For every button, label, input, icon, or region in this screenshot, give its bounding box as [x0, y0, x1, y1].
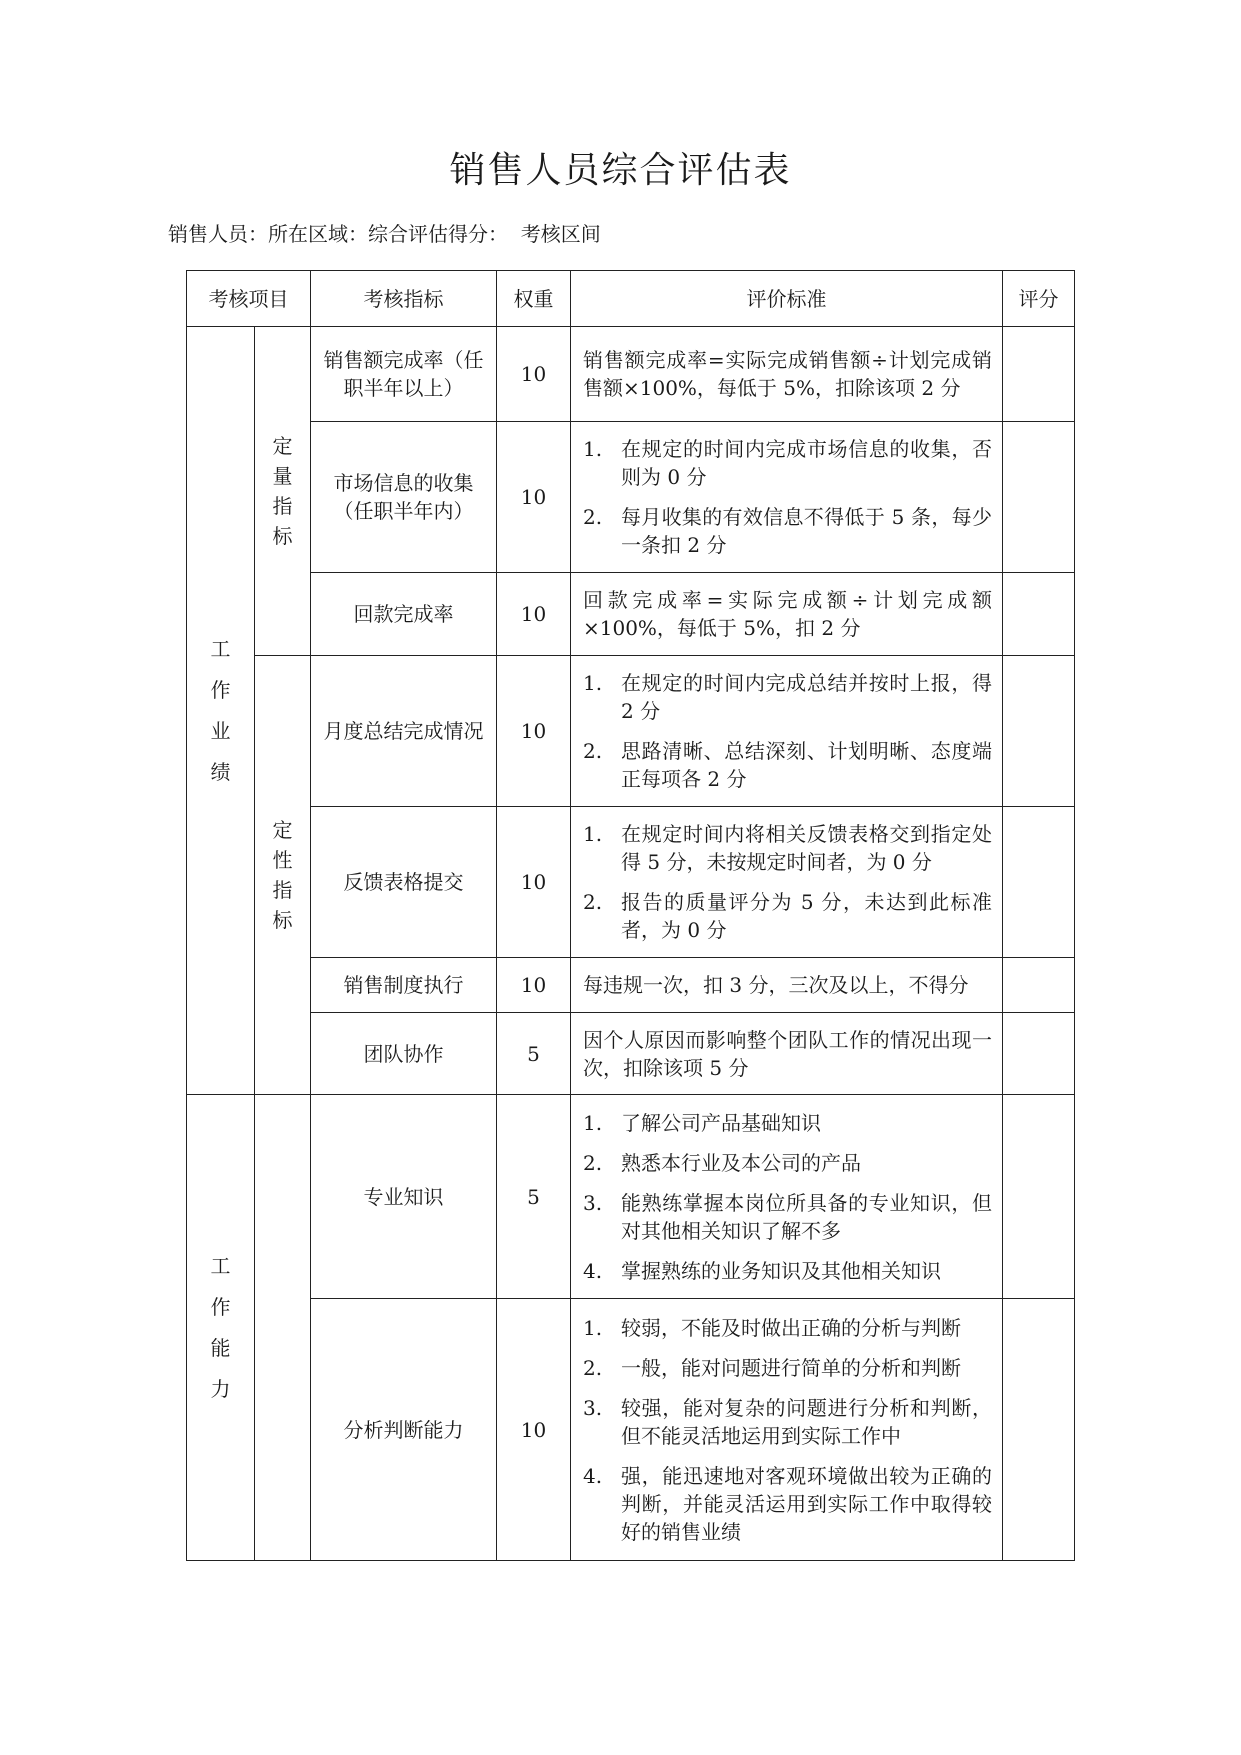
criteria-item-number: 3.	[583, 1395, 603, 1420]
criteria-item	[583, 820, 992, 876]
weight-cell: 10	[497, 573, 571, 656]
section-qualitative	[255, 656, 311, 1095]
table-row	[187, 327, 1075, 422]
header-row	[187, 271, 1075, 327]
header-criteria: 评价标准	[571, 271, 1003, 327]
score-cell[interactable]	[1003, 1013, 1075, 1095]
criteria-cell: 因个人原因而影响整个团队工作的情况出现一次，扣除该项 5 分	[571, 1013, 1003, 1095]
criteria-item	[583, 669, 992, 725]
criteria-list	[571, 812, 1002, 952]
criteria-item-text: 报告的质量评分为 5 分，未达到此标准者，为 0 分	[621, 890, 992, 942]
section-char: 性	[272, 848, 293, 872]
score-cell[interactable]	[1003, 573, 1075, 656]
criteria-item-text: 在规定的时间内完成市场信息的收集，否则为 0 分	[621, 437, 992, 489]
criteria-item-number: 1.	[583, 1315, 603, 1340]
criteria-item-number: 2.	[583, 505, 603, 529]
criteria-item-number: 2.	[583, 1355, 603, 1380]
criteria-item-number: 2.	[583, 1150, 603, 1175]
table-row	[187, 1095, 1075, 1299]
criteria-item-number: 3.	[583, 1190, 603, 1215]
criteria-item-number: 1.	[583, 1110, 603, 1135]
criteria-item-number: 4.	[583, 1463, 603, 1488]
criteria-list	[571, 1306, 1002, 1554]
header-indicator: 考核指标	[311, 271, 497, 327]
criteria-list	[571, 427, 1002, 567]
section-ability	[187, 1095, 255, 1561]
table-row	[187, 807, 1075, 958]
weight-cell: 10	[497, 1299, 571, 1561]
indicator-cell: 销售制度执行	[311, 958, 497, 1013]
indicator-cell: 分析判断能力	[311, 1299, 497, 1561]
criteria-item-text: 掌握熟练的业务知识及其他相关知识	[621, 1258, 941, 1283]
criteria-item-text: 思路清晰、总结深刻、计划明晰、态度端正每项各 2 分	[621, 739, 992, 791]
criteria-item-number: 1.	[583, 437, 603, 461]
section-char: 量	[272, 464, 293, 488]
criteria-item	[583, 1109, 992, 1137]
section-char: 指	[272, 494, 293, 518]
criteria-item-text: 能熟练掌握本岗位所具备的专业知识，但对其他相关知识了解不多	[621, 1190, 992, 1243]
section-char: 定	[272, 434, 293, 458]
criteria-item-text: 一般，能对问题进行简单的分析和判断	[621, 1355, 961, 1380]
criteria-item	[583, 888, 992, 944]
weight-cell: 5	[497, 1013, 571, 1095]
score-cell[interactable]	[1003, 327, 1075, 422]
score-cell[interactable]	[1003, 958, 1075, 1013]
criteria-item	[583, 1314, 992, 1342]
score-cell[interactable]	[1003, 1095, 1075, 1299]
section-char: 力	[210, 1376, 231, 1401]
criteria-cell	[571, 656, 1003, 807]
indicator-cell: 销售额完成率（任职半年以上）	[311, 327, 497, 422]
criteria-cell	[571, 1095, 1003, 1299]
section-char: 作	[210, 1294, 231, 1319]
criteria-item-text: 强，能迅速地对客观环境做出较为正确的判断，并能灵活运用到实际工作中取得较好的销售业绩	[621, 1463, 992, 1544]
criteria-cell: 回款完成率=实际完成额÷计划完成额×100%，每低于 5%，扣 2 分	[571, 573, 1003, 656]
section-char: 业	[210, 718, 231, 743]
criteria-item	[583, 503, 992, 559]
criteria-cell	[571, 422, 1003, 573]
section-char: 指	[272, 878, 293, 902]
header-project: 考核项目	[187, 271, 311, 327]
criteria-item	[583, 1257, 992, 1285]
criteria-item-text: 在规定的时间内完成总结并按时上报，得 2 分	[621, 671, 992, 723]
meta-line: 销售人员：所在区域：综合评估得分： 考核区间	[168, 222, 601, 246]
section-ability-label	[187, 1246, 254, 1410]
table-row	[187, 1013, 1075, 1095]
score-cell[interactable]	[1003, 422, 1075, 573]
weight-cell: 10	[497, 958, 571, 1013]
weight-cell: 5	[497, 1095, 571, 1299]
header-score: 评分	[1003, 271, 1075, 327]
section-char: 标	[272, 908, 293, 932]
weight-cell: 10	[497, 656, 571, 807]
section-char: 工	[210, 1253, 231, 1278]
criteria-cell	[571, 807, 1003, 958]
criteria-item-text: 在规定时间内将相关反馈表格交到指定处得 5 分，未按规定时间者，为 0 分	[621, 822, 992, 874]
criteria-item	[583, 737, 992, 793]
header-weight: 权重	[497, 271, 571, 327]
criteria-item	[583, 1462, 992, 1546]
score-cell[interactable]	[1003, 656, 1075, 807]
criteria-item	[583, 435, 992, 491]
table-row	[187, 573, 1075, 656]
section-char: 绩	[210, 759, 231, 784]
criteria-item-number: 1.	[583, 822, 603, 846]
document-title: 销售人员综合评估表	[449, 150, 792, 191]
section-qualitative-label	[255, 815, 310, 935]
criteria-cell: 销售额完成率=实际完成销售额÷计划完成销售额×100%，每低于 5%，扣除该项 2 分	[571, 327, 1003, 422]
criteria-item	[583, 1354, 992, 1382]
criteria-item-text: 较弱，不能及时做出正确的分析与判断	[621, 1315, 961, 1340]
section-performance-label	[187, 629, 254, 793]
criteria-list	[571, 1101, 1002, 1293]
weight-cell: 10	[497, 422, 571, 573]
table-row	[187, 958, 1075, 1013]
section-quantitative	[255, 327, 311, 656]
section-char: 标	[272, 524, 293, 548]
section-performance	[187, 327, 255, 1095]
table-row	[187, 656, 1075, 807]
criteria-item-number: 2.	[583, 739, 603, 763]
section-char: 能	[210, 1335, 231, 1360]
weight-cell: 10	[497, 807, 571, 958]
evaluation-table	[186, 270, 1075, 1561]
criteria-item	[583, 1149, 992, 1177]
criteria-list	[571, 661, 1002, 801]
indicator-cell: 专业知识	[311, 1095, 497, 1299]
score-cell[interactable]	[1003, 1299, 1075, 1561]
indicator-cell: 月度总结完成情况	[311, 656, 497, 807]
criteria-item-number: 4.	[583, 1258, 603, 1283]
criteria-item	[583, 1394, 992, 1450]
section-char: 作	[210, 677, 231, 702]
criteria-item-text: 每月收集的有效信息不得低于 5 条，每少一条扣 2 分	[621, 505, 992, 557]
section-char: 定	[272, 818, 293, 842]
criteria-item-text: 熟悉本行业及本公司的产品	[621, 1150, 861, 1175]
indicator-cell: 市场信息的收集（任职半年内）	[311, 422, 497, 573]
criteria-item-text: 了解公司产品基础知识	[621, 1110, 821, 1135]
indicator-cell: 反馈表格提交	[311, 807, 497, 958]
section-quantitative-label	[255, 431, 310, 551]
criteria-item-number: 1.	[583, 671, 603, 695]
criteria-cell	[571, 1299, 1003, 1561]
section-ability-blank	[255, 1095, 311, 1561]
table-row	[187, 1299, 1075, 1561]
weight-cell: 10	[497, 327, 571, 422]
table-row	[187, 422, 1075, 573]
section-char: 工	[210, 636, 231, 661]
indicator-cell: 回款完成率	[311, 573, 497, 656]
criteria-item	[583, 1189, 992, 1245]
indicator-cell: 团队协作	[311, 1013, 497, 1095]
criteria-item-text: 较强，能对复杂的问题进行分析和判断，但不能灵活地运用到实际工作中	[621, 1395, 992, 1448]
score-cell[interactable]	[1003, 807, 1075, 958]
criteria-cell: 每违规一次，扣 3 分，三次及以上，不得分	[571, 958, 1003, 1013]
criteria-item-number: 2.	[583, 890, 603, 914]
